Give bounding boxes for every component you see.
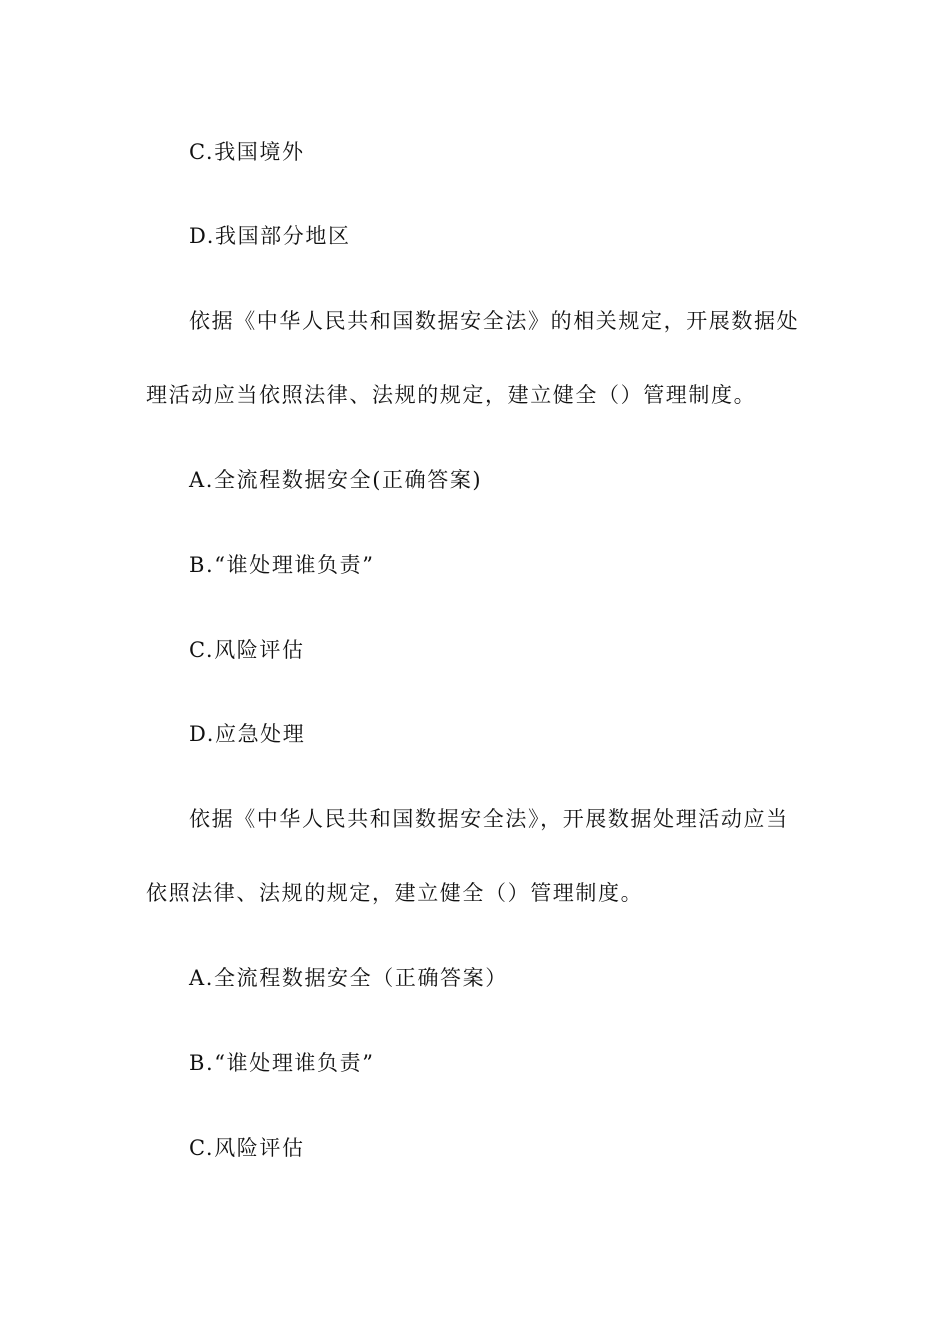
question-2-line-1: 依据《中华人民共和国数据安全法》，开展数据处理活动应当 [189,807,789,831]
question-1-line-2: 理活动应当依照法律、法规的规定，建立健全（）管理制度。 [146,383,757,407]
option-b-text: B.“谁处理谁负责” [189,1051,375,1075]
question-2-line-2: 依照法律、法规的规定，建立健全（）管理制度。 [146,881,644,905]
option-a-text: A.全流程数据安全(正确答案) [189,468,483,492]
option-c-text: C.风险评估 [189,1136,305,1160]
option-d-text: D.应急处理 [189,722,306,746]
question-1-line-1: 依据《中华人民共和国数据安全法》的相关规定，开展数据处 [189,309,800,333]
option-d-text: D.我国部分地区 [189,224,351,248]
option-b-text: B.“谁处理谁负责” [189,553,375,577]
option-c-text: C.风险评估 [189,638,305,662]
option-c-text: C.我国境外 [189,140,305,164]
option-a-text: A.全流程数据安全（正确答案） [189,966,508,990]
